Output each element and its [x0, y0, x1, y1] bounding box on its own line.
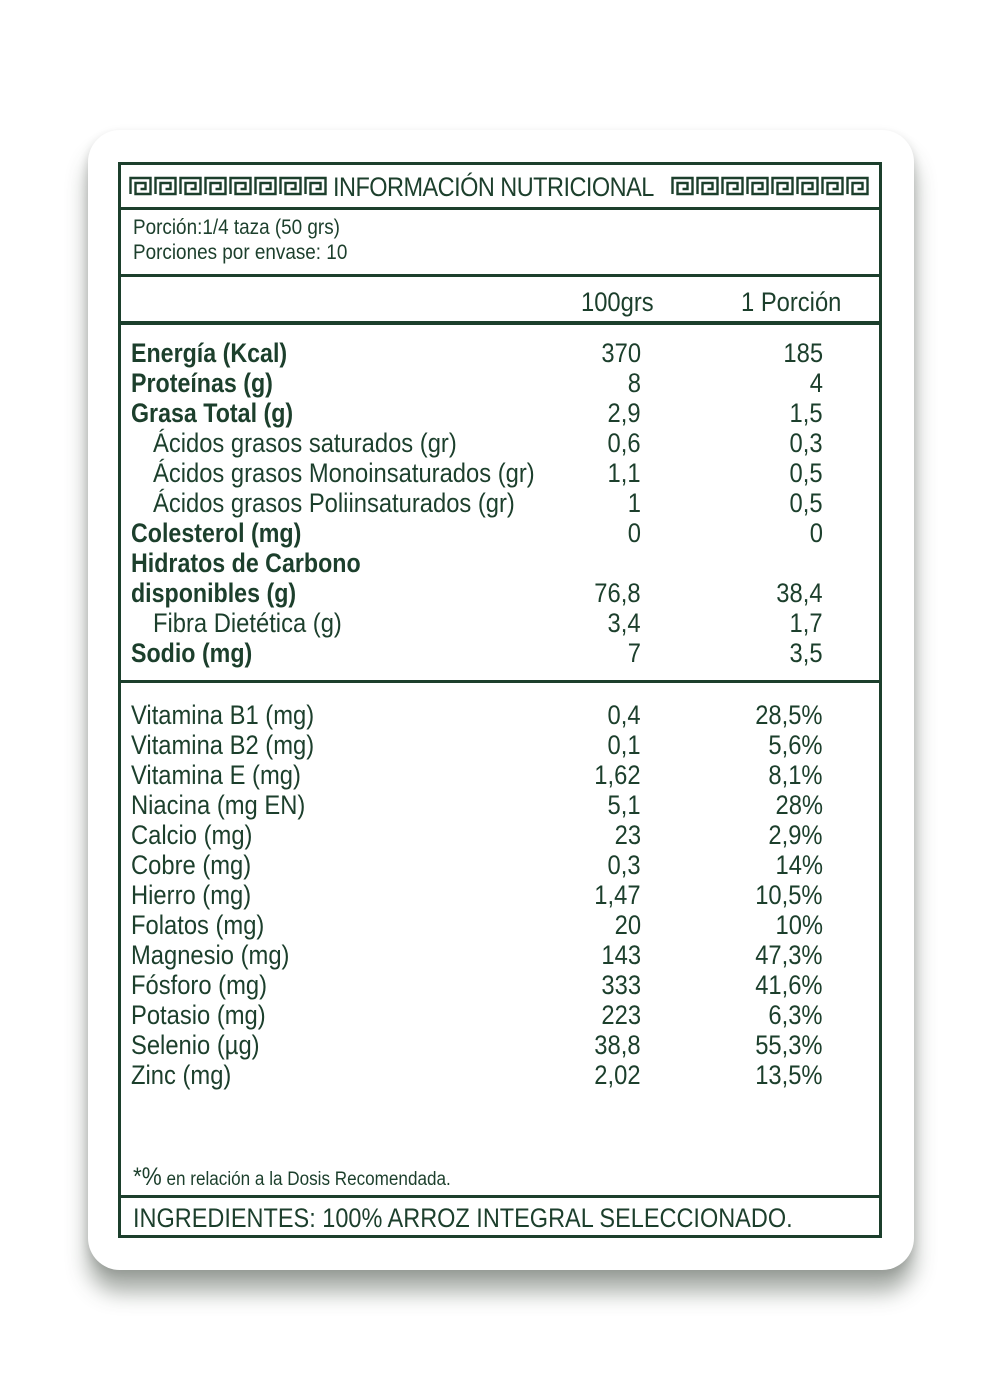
row-label: Hierro (mg) — [131, 880, 252, 910]
column-header-100grs: 100grs — [581, 287, 654, 317]
nutrition-facts-panel — [118, 162, 882, 1238]
greek-key-motif-icon — [848, 178, 868, 194]
value-per-100g: 1,47 — [594, 880, 641, 910]
value-per-portion: 28,5% — [755, 700, 823, 730]
nutrient-row — [121, 338, 879, 368]
serving-info — [121, 210, 879, 277]
vitamin-row — [121, 700, 879, 730]
greek-key-motif-icon — [673, 178, 693, 194]
value-per-portion: 38,4 — [776, 578, 823, 608]
ingredients-row — [121, 1195, 879, 1235]
nutrient-row — [121, 608, 879, 638]
row-label: Ácidos grasos Monoinsaturados (gr) — [153, 458, 535, 488]
greek-key-motif-icon — [206, 178, 226, 194]
value-per-portion: 5,6% — [768, 730, 823, 760]
vitamin-row — [121, 820, 879, 850]
footnote — [133, 1163, 451, 1192]
row-label: Zinc (mg) — [131, 1060, 232, 1090]
value-per-portion: 8,1% — [768, 760, 823, 790]
greek-key-motif-icon — [231, 178, 251, 194]
ingredients-text: INGREDIENTES: 100% ARROZ INTEGRAL SELECCIONADO. — [133, 1203, 793, 1233]
row-label: Folatos (mg) — [131, 910, 265, 940]
value-per-portion: 185 — [783, 338, 823, 368]
row-label: Proteínas (g) — [131, 368, 273, 398]
vitamin-row — [121, 880, 879, 910]
row-label: Niacina (mg EN) — [131, 790, 306, 820]
row-label: Grasa Total (g) — [131, 398, 294, 428]
greek-key-border-left-icon — [129, 175, 329, 197]
vitamins-minerals-section — [121, 683, 879, 1195]
greek-key-motif-icon — [181, 178, 201, 194]
row-label: Selenio (µg) — [131, 1030, 260, 1060]
value-per-100g: 0,1 — [607, 730, 641, 760]
value-per-portion: 0,5 — [789, 488, 823, 518]
value-per-portion: 0,3 — [789, 428, 823, 458]
greek-key-motif-icon — [156, 178, 176, 194]
vitamin-row — [121, 970, 879, 1000]
row-label: Fibra Dietética (g) — [153, 608, 342, 638]
value-per-100g: 76,8 — [594, 578, 641, 608]
vitamin-row — [121, 790, 879, 820]
row-label: Magnesio (mg) — [131, 940, 290, 970]
vitamin-row — [121, 1030, 879, 1060]
vitamin-row — [121, 850, 879, 880]
value-per-portion: 0,5 — [789, 458, 823, 488]
footnote-text: en relación a la Dosis Recomendada. — [161, 1169, 451, 1190]
value-per-portion: 2,9% — [768, 820, 823, 850]
value-per-portion: 0 — [809, 518, 823, 548]
row-label: Vitamina B2 (mg) — [131, 730, 315, 760]
column-header-portion: 1 Porción — [741, 287, 842, 317]
greek-key-motif-icon — [306, 178, 326, 194]
nutrient-row — [121, 428, 879, 458]
nutrient-row — [121, 368, 879, 398]
greek-key-motif-icon — [698, 178, 718, 194]
value-per-portion: 10% — [775, 910, 823, 940]
row-label: Hidratos de Carbono — [131, 548, 361, 578]
row-label: Cobre (mg) — [131, 850, 252, 880]
greek-key-motif-icon — [723, 178, 743, 194]
row-label: disponibles (g) — [131, 578, 297, 608]
vitamin-row — [121, 760, 879, 790]
row-label: Calcio (mg) — [131, 820, 253, 850]
value-per-100g: 143 — [601, 940, 641, 970]
vitamin-row — [121, 1000, 879, 1030]
value-per-100g: 1,1 — [607, 458, 641, 488]
serving-size: Porción:1/4 taza (50 grs) — [133, 216, 340, 239]
nutrient-row — [121, 578, 879, 608]
nutrient-row — [121, 518, 879, 548]
row-label: Potasio (mg) — [131, 1000, 266, 1030]
greek-key-motif-icon — [281, 178, 301, 194]
row-label: Ácidos grasos Poliinsaturados (gr) — [153, 488, 515, 518]
value-per-100g: 8 — [627, 368, 641, 398]
value-per-portion: 14% — [775, 850, 823, 880]
vitamin-row — [121, 730, 879, 760]
value-per-100g: 0,4 — [607, 700, 641, 730]
nutrient-row — [121, 638, 879, 668]
value-per-100g: 0,3 — [607, 850, 641, 880]
value-per-100g: 23 — [614, 820, 641, 850]
row-label: Ácidos grasos saturados (gr) — [153, 428, 457, 458]
value-per-portion: 4 — [809, 368, 823, 398]
greek-key-motif-icon — [131, 178, 151, 194]
value-per-portion: 10,5% — [755, 880, 823, 910]
value-per-portion: 3,5 — [789, 638, 823, 668]
column-headers — [121, 277, 879, 325]
value-per-portion: 6,3% — [768, 1000, 823, 1030]
value-per-portion: 1,7 — [789, 608, 823, 638]
nutrient-row — [121, 458, 879, 488]
servings-per-package: Porciones por envase: 10 — [133, 241, 348, 264]
row-label: Fósforo (mg) — [131, 970, 267, 1000]
value-per-100g: 20 — [614, 910, 641, 940]
row-label: Sodio (mg) — [131, 638, 253, 668]
greek-key-border-right-icon — [671, 175, 871, 197]
panel-title: INFORMACIÓN NUTRICIONAL — [333, 172, 654, 202]
nutrient-row — [121, 548, 879, 578]
greek-key-motif-icon — [823, 178, 843, 194]
value-per-portion: 28% — [775, 790, 823, 820]
greek-key-motif-icon — [798, 178, 818, 194]
value-per-portion: 13,5% — [755, 1060, 823, 1090]
value-per-100g: 223 — [601, 1000, 641, 1030]
footnote-symbol: *% — [133, 1163, 162, 1191]
value-per-portion: 47,3% — [755, 940, 823, 970]
row-label: Colesterol (mg) — [131, 518, 302, 548]
value-per-100g: 333 — [601, 970, 641, 1000]
value-per-100g: 0,6 — [607, 428, 641, 458]
value-per-portion: 41,6% — [755, 970, 823, 1000]
value-per-portion: 1,5 — [789, 398, 823, 428]
value-per-100g: 1 — [627, 488, 641, 518]
vitamin-row — [121, 1060, 879, 1090]
value-per-100g: 370 — [601, 338, 641, 368]
vitamin-row — [121, 940, 879, 970]
row-label: Vitamina B1 (mg) — [131, 700, 315, 730]
title-row — [121, 165, 879, 210]
value-per-100g: 38,8 — [594, 1030, 641, 1060]
nutrient-row — [121, 488, 879, 518]
value-per-100g: 5,1 — [607, 790, 641, 820]
greek-key-motif-icon — [256, 178, 276, 194]
value-per-100g: 2,02 — [594, 1060, 641, 1090]
value-per-100g: 7 — [627, 638, 641, 668]
value-per-portion: 55,3% — [755, 1030, 823, 1060]
value-per-100g: 0 — [627, 518, 641, 548]
nutrient-row — [121, 398, 879, 428]
greek-key-motif-icon — [748, 178, 768, 194]
value-per-100g: 3,4 — [607, 608, 641, 638]
vitamin-row — [121, 910, 879, 940]
row-label: Energía (Kcal) — [131, 338, 288, 368]
nutrients-section — [121, 325, 879, 683]
value-per-100g: 2,9 — [607, 398, 641, 428]
value-per-100g: 1,62 — [594, 760, 641, 790]
row-label: Vitamina E (mg) — [131, 760, 301, 790]
greek-key-motif-icon — [773, 178, 793, 194]
